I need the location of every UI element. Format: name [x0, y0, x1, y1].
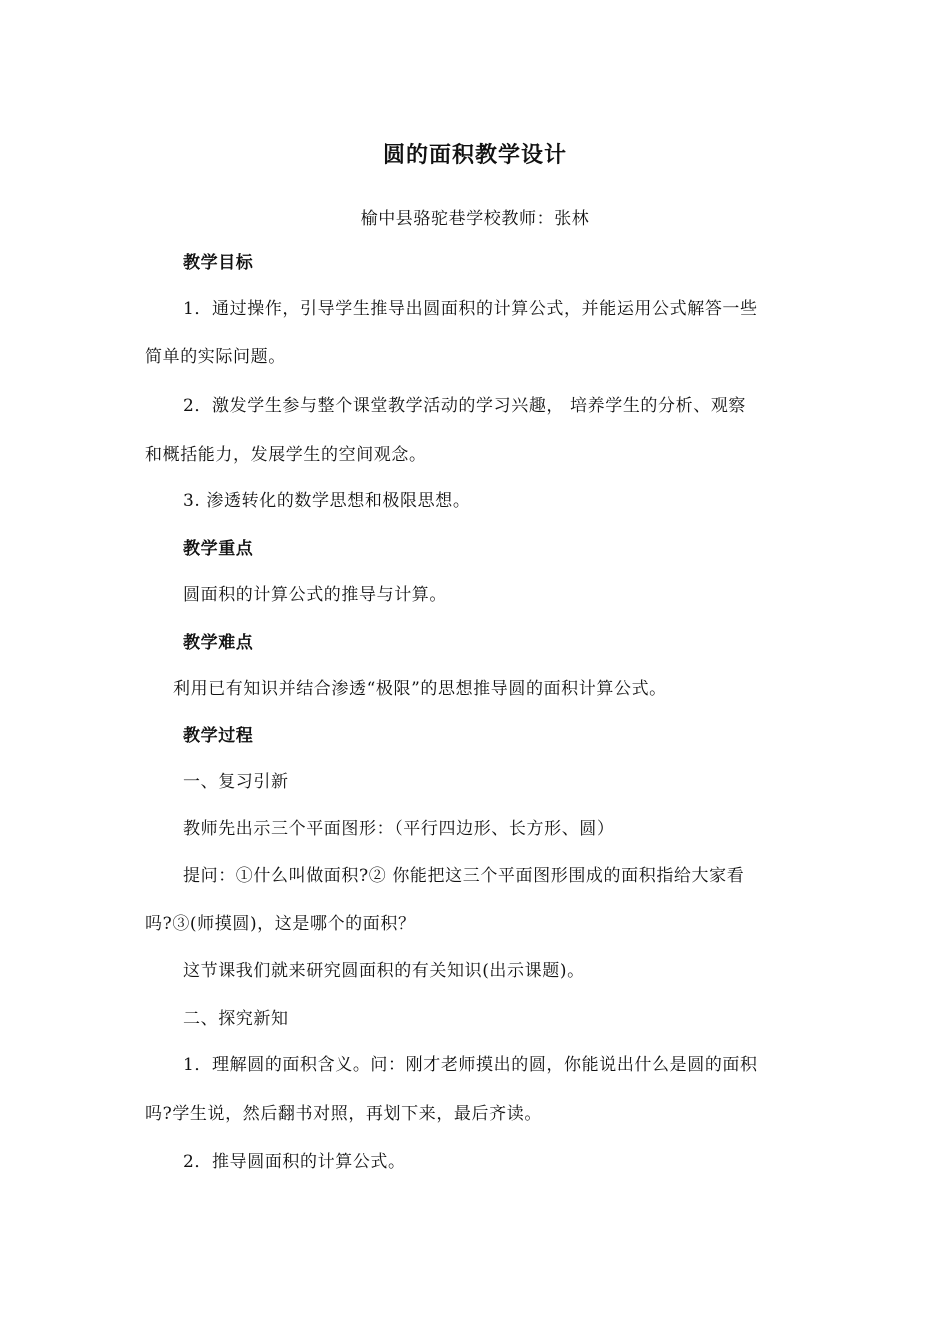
objective-1-line-2: 简单的实际问题。	[145, 347, 286, 367]
objective-2-line-2: 和概括能力，发展学生的空间观念。	[145, 445, 427, 465]
part-1-text-2-line-2: 吗?③(师摸圆)，这是哪个的面积？	[145, 914, 416, 934]
difficulties-heading: 教学难点	[183, 633, 254, 653]
difficulties-text: 利用已有知识并结合渗透“极限”的思想推导圆的面积计算公式。	[173, 679, 667, 699]
key-points-text: 圆面积的计算公式的推导与计算。	[183, 585, 447, 605]
objectives-heading: 教学目标	[183, 253, 254, 273]
part-2-item-1-line-2: 吗?学生说，然后翻书对照，再划下来，最后齐读。	[145, 1104, 542, 1124]
part-1-text-3: 这节课我们就来研究圆面积的有关知识(出示课题)。	[183, 961, 585, 981]
part-1-text-2-line-1: 提问：①什么叫做面积?② 你能把这三个平面图形围成的面积指给大家看	[183, 866, 745, 886]
part-2-item-1-line-1: 1．理解圆的面积含义。问：刚才老师摸出的圆，你能说出什么是圆的面积	[183, 1055, 758, 1075]
part-2-heading: 二、探究新知	[183, 1009, 289, 1029]
part-2-item-2: 2．推导圆面积的计算公式。	[183, 1152, 406, 1172]
objective-3: 3. 渗透转化的数学思想和极限思想。	[183, 491, 471, 511]
objective-1-line-1: 1．通过操作，引导学生推导出圆面积的计算公式，并能运用公式解答一些	[183, 299, 758, 319]
part-1-text-1: 教师先出示三个平面图形：（平行四边形、长方形、圆）	[183, 819, 615, 839]
objective-2-line-1: 2．激发学生参与整个课堂教学活动的学习兴趣， 培养学生的分析、观察	[183, 396, 747, 416]
document-title: 圆的面积教学设计	[382, 142, 567, 168]
key-points-heading: 教学重点	[183, 539, 254, 559]
document-byline: 榆中县骆驼巷学校教师：张林	[360, 209, 590, 229]
part-1-heading: 一、复习引新	[183, 772, 289, 792]
process-heading: 教学过程	[183, 726, 254, 746]
